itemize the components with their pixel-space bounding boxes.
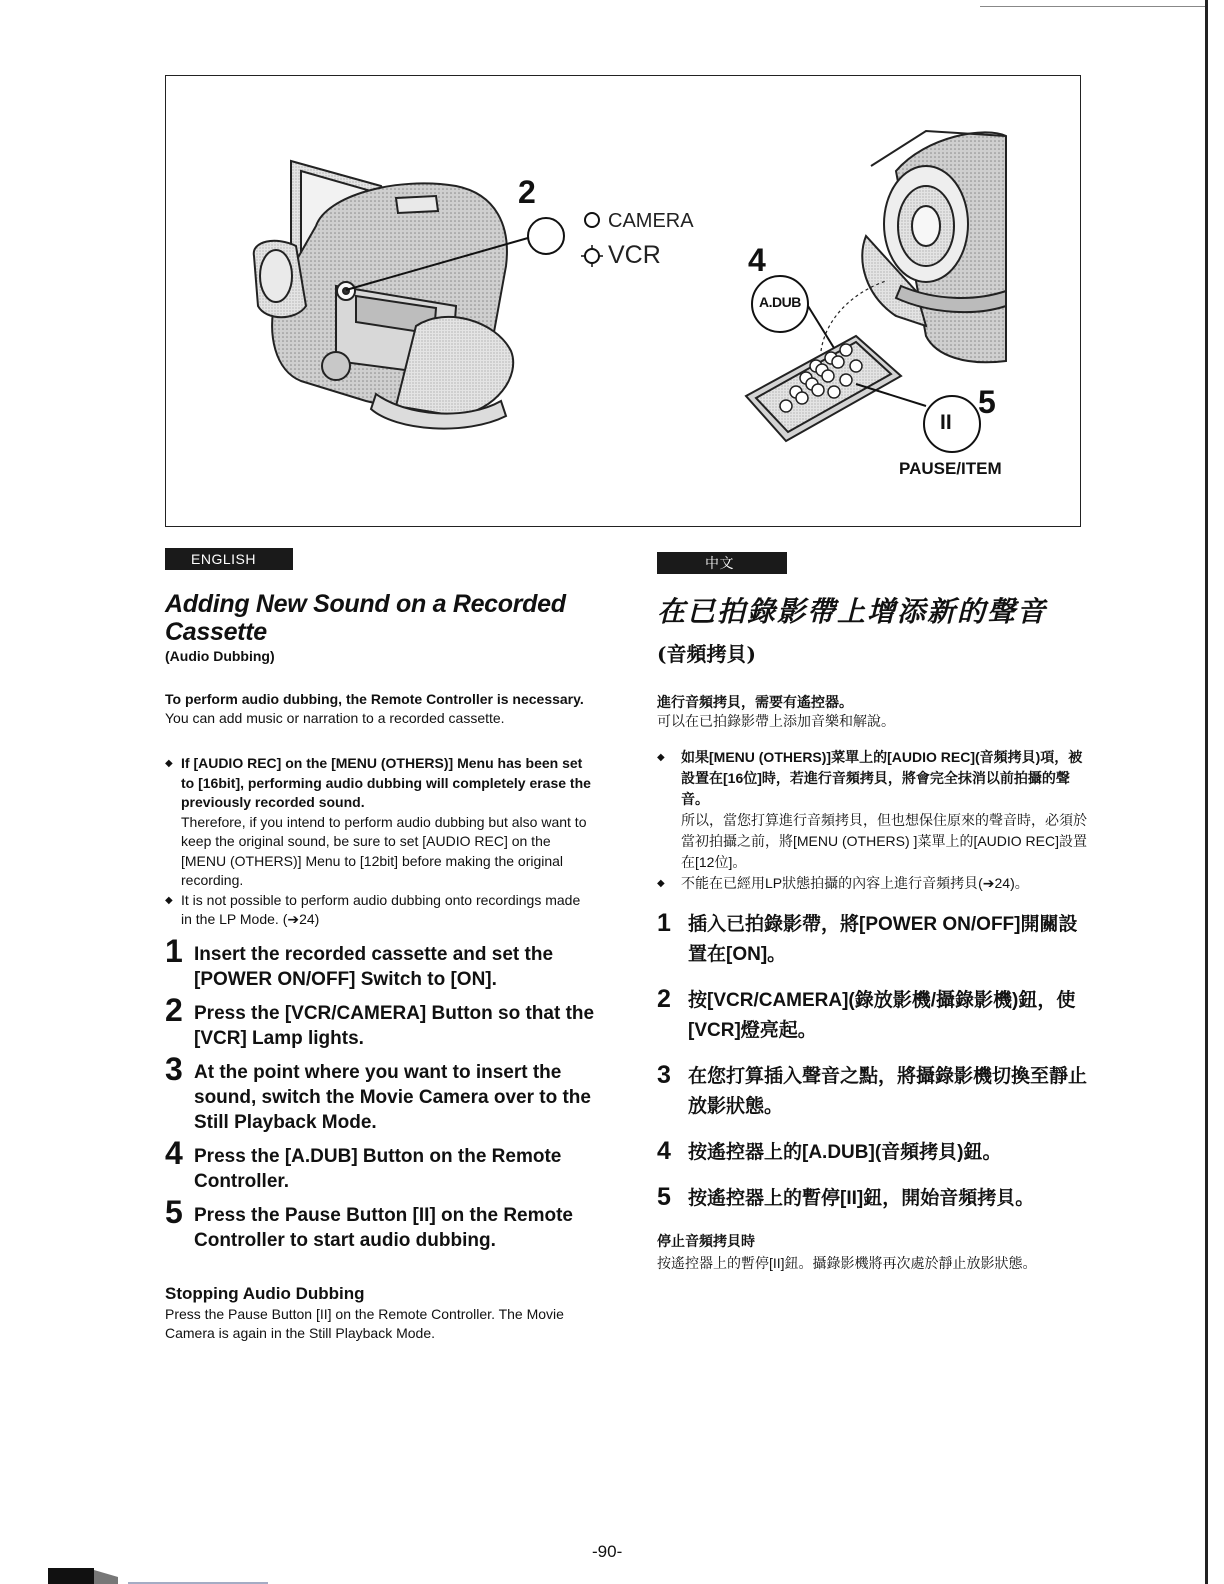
english-note-2-text: It is not possible to perform audio dubbing onto recordings made in the LP Mode. (➔24) xyxy=(181,891,581,927)
english-note-1 xyxy=(165,754,595,891)
english-stop-section xyxy=(165,1283,595,1343)
english-step xyxy=(165,1193,595,1253)
english-intro-bold: To perform audio dubbing, the Remote Controller is necessary. xyxy=(165,691,584,707)
step-text: Insert the recorded cassette and set the [POWER ON/OFF] Switch to [ON]. xyxy=(194,943,554,990)
step-text: 按遙控器上的暫停[II]鈕，開始音頻拷貝。 xyxy=(688,1188,1035,1209)
chinese-title: 在已拍錄影帶上增添新的聲音 xyxy=(657,595,1048,628)
step-text: Press the [VCR/CAMERA] Button so that the [VCR] Lamp lights. xyxy=(194,1002,595,1049)
chinese-notes xyxy=(657,747,1087,894)
chinese-step xyxy=(657,910,1087,970)
camera-lamp-icon xyxy=(585,213,599,227)
step-text: 在您打算插入聲音之點，將攝錄影機切換至靜止放影狀態。 xyxy=(688,1066,1088,1117)
english-title: Adding New Sound on a Recorded Cassette xyxy=(165,590,566,646)
step-number: 3 xyxy=(657,1061,671,1089)
step-text: 按遙控器上的[A.DUB](音頻拷貝)鈕。 xyxy=(688,1142,1002,1163)
step-number: 4 xyxy=(657,1137,671,1165)
chinese-step xyxy=(657,1138,1087,1168)
step-text: Press the [A.DUB] Button on the Remote Controller. xyxy=(194,1145,562,1192)
step-text: Press the Pause Button [II] on the Remote Controller to start audio dubbing. xyxy=(194,1204,573,1251)
chinese-column xyxy=(657,590,1087,1274)
page-edge xyxy=(1205,0,1208,1584)
step-text: 插入已拍錄影帶，將[POWER ON/OFF]開關設置在[ON]。 xyxy=(688,914,1078,965)
english-stop-text: Press the Pause Button [II] on the Remote Controller. The Movie Camera is again in the Still Playback Mode. xyxy=(165,1305,564,1341)
step-text: 按[VCR/CAMERA](錄放影機/攝錄影機)鈕，使[VCR]燈亮起。 xyxy=(688,990,1076,1041)
bullet-diamond-icon: ◆ xyxy=(657,752,665,763)
bullet-diamond-icon: ◆ xyxy=(165,894,173,906)
chinese-section-tag: 中文 xyxy=(657,552,787,574)
chinese-stop-section xyxy=(657,1230,1087,1274)
chinese-note-1-text: 所以，當您打算進行音頻拷貝，但也想保住原來的聲音時，必須於當初拍攝之前，將[MENU (OTHERS) ]菜單上的[AUDIO REC]設置在[12位]。 xyxy=(681,812,1088,870)
chinese-step xyxy=(657,986,1087,1046)
step-number: 5 xyxy=(165,1193,183,1230)
english-note-1-warning: If [AUDIO REC] on the [MENU (OTHERS)] Menu has been set to [16bit], performing audio dubbing will completely erase the previously recorded sound. xyxy=(181,755,591,810)
chinese-stop-heading: 停止音頻拷貝時 xyxy=(657,1233,755,1249)
step-number: 3 xyxy=(165,1050,183,1087)
english-step xyxy=(165,1134,595,1194)
chinese-subtitle: (音頻拷貝) xyxy=(657,642,756,666)
pause-item-label: PAUSE/ITEM xyxy=(899,459,1002,478)
scan-corner-mark xyxy=(48,1565,268,1584)
english-intro-text: You can add music or narration to a recorded cassette. xyxy=(165,710,505,726)
english-stop-heading: Stopping Audio Dubbing xyxy=(165,1283,365,1303)
pause-button-symbol: II xyxy=(940,411,952,434)
english-notes xyxy=(165,754,595,930)
adub-button-callout xyxy=(752,276,834,348)
page-number: -90- xyxy=(592,1542,623,1561)
english-steps xyxy=(165,932,595,1253)
vcr-lamp-label: VCR xyxy=(608,241,661,269)
english-step xyxy=(165,932,595,992)
chinese-intro xyxy=(657,693,1087,731)
illustration-box xyxy=(165,75,1081,527)
callout-4: 4 xyxy=(748,242,766,278)
english-step xyxy=(165,1050,595,1135)
english-note-1-text: Therefore, if you intend to perform audio dubbing but also want to keep the original sound, be sure to set [AUDIO REC] on the [MENU (OTHERS)] Menu to [12bit] before making the original recording. xyxy=(181,813,587,888)
top-rule xyxy=(980,6,1205,7)
camcorder-right-drawing xyxy=(862,131,1006,362)
english-intro xyxy=(165,690,595,728)
callout-5: 5 xyxy=(978,384,996,420)
callout-2: 2 xyxy=(518,174,536,210)
chinese-stop-text: 按遙控器上的暫停[II]鈕。攝錄影機將再次處於靜止放影狀態。 xyxy=(657,1255,1037,1271)
bullet-diamond-icon: ◆ xyxy=(165,758,173,769)
step-text: At the point where you want to insert the sound, switch the Movie Camera over to the Still Playback Mode. xyxy=(194,1061,591,1133)
chinese-intro-bold: 進行音頻拷貝，需要有遙控器。 xyxy=(657,694,853,710)
step-number: 2 xyxy=(165,991,183,1028)
bullet-diamond-icon: ◆ xyxy=(657,878,665,889)
english-section-tag: ENGLISH xyxy=(165,548,293,570)
step-number: 5 xyxy=(657,1183,671,1211)
step-number: 4 xyxy=(165,1134,183,1171)
chinese-note-2 xyxy=(657,873,1087,894)
chinese-note-1 xyxy=(657,747,1087,873)
chinese-step xyxy=(657,1062,1087,1122)
chinese-note-1-warning: 如果[MENU (OTHERS)]菜單上的[AUDIO REC](音頻拷貝)項，被設置在[16位]時，若進行音頻拷貝，將會完全抹消以前拍攝的聲音。 xyxy=(681,749,1083,807)
camera-lamp-label: CAMERA xyxy=(608,210,694,232)
step-number: 1 xyxy=(165,932,183,969)
step-number: 1 xyxy=(657,909,671,937)
chinese-steps xyxy=(657,910,1087,1214)
english-subtitle: (Audio Dubbing) xyxy=(165,648,275,664)
english-step xyxy=(165,991,595,1051)
camcorder-left-drawing xyxy=(254,161,513,429)
chinese-step xyxy=(657,1184,1087,1214)
adub-button-label: A.DUB xyxy=(759,294,801,310)
chinese-intro-text: 可以在已拍錄影帶上添加音樂和解說。 xyxy=(657,713,895,729)
vcr-lamp-icon xyxy=(581,245,603,267)
english-note-2 xyxy=(165,891,595,930)
step-number: 2 xyxy=(657,985,671,1013)
english-column xyxy=(165,590,595,1343)
chinese-note-2-text: 不能在已經用LP狀態拍攝的內容上進行音頻拷貝(➔24)。 xyxy=(681,875,1029,891)
pause-button-callout xyxy=(856,384,980,452)
